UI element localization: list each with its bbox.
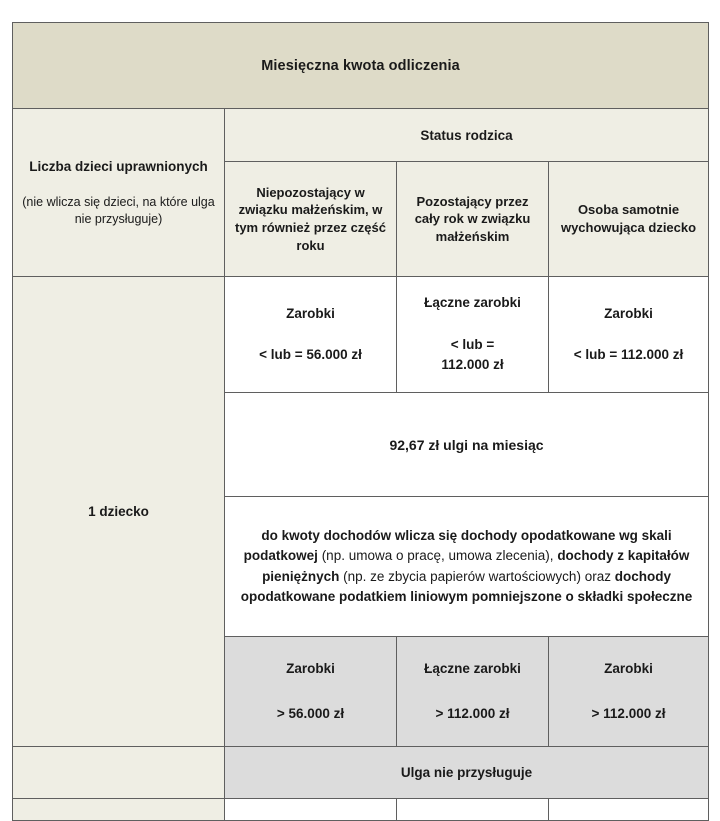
status-header-row [13,109,709,162]
income-note-part-2: (np. umowa o pracę, umowa zlecenia), [317,548,558,564]
earnings-low-married-caption: Łączne zarobki [424,295,521,311]
earnings-high-unmarried [225,637,397,747]
next-row-cell-b [397,799,549,821]
earnings-high-married-caption: Łączne zarobki [424,660,521,676]
income-note-part-5: dochody opodatkowane podatkiem liniowym pomniejszone o składki społeczne [240,568,693,604]
earnings-low-unmarried-caption: Zarobki [286,305,335,321]
earnings-high-single-parent-caption: Zarobki [604,660,653,676]
status-parent-header: Status rodzica [225,109,709,162]
earnings-low-row [13,277,709,393]
income-note [225,497,709,637]
row-label-one-child: 1 dziecko [13,277,225,747]
earnings-low-unmarried-value: < lub = 56.000 zł [259,346,362,362]
earnings-low-married-value: < lub = 112.000 zł [441,337,504,372]
tax-relief-table-wrapper [12,22,708,821]
column-header-single-parent: Osoba samotnie wychowująca dziecko [549,162,709,277]
earnings-high-married-value: > 112.000 zł [435,705,510,721]
next-row-partial [13,799,709,821]
earnings-high-single-parent [549,637,709,747]
no-relief-row [13,747,709,799]
earnings-low-unmarried [225,277,397,393]
income-note-part-1: do kwoty dochodów wlicza się dochody opodatkowane wg skali podatkowej [243,528,672,564]
earnings-low-single-parent [549,277,709,393]
children-count-header-note: (nie wlicza się dzieci, na które ulga nie przysługuje) [22,194,215,226]
next-row-label-cell [13,799,225,821]
relief-amount: 92,67 zł ulgi na miesiąc [225,393,709,497]
row-label-spacer [13,747,225,799]
income-note-part-3: dochody z kapitałów pieniężnych [262,548,690,584]
table-title: Miesięczna kwota odliczenia [13,23,709,109]
earnings-low-married [397,277,549,393]
earnings-low-single-parent-value: < lub = 112.000 zł [573,346,684,362]
column-header-unmarried: Niepozostający w związku małżeńskim, w tym również przez część roku [225,162,397,277]
earnings-low-single-parent-caption: Zarobki [604,305,653,321]
next-row-cell-c [549,799,709,821]
children-count-header [13,109,225,277]
next-row-cell-a [225,799,397,821]
earnings-high-single-parent-value: > 112.000 zł [591,705,666,721]
earnings-high-unmarried-value: > 56.000 zł [276,705,345,721]
table-title-row [13,23,709,109]
earnings-high-married [397,637,549,747]
column-header-married: Pozostający przez cały rok w związku małżeńskim [397,162,549,277]
earnings-high-unmarried-caption: Zarobki [286,660,335,676]
income-note-part-4: (np. ze zbycia papierów wartościowych) oraz [339,568,615,584]
tax-relief-table [12,22,709,821]
children-count-header-main: Liczba dzieci uprawnionych [29,158,208,174]
no-relief-text: Ulga nie przysługuje [225,747,709,799]
